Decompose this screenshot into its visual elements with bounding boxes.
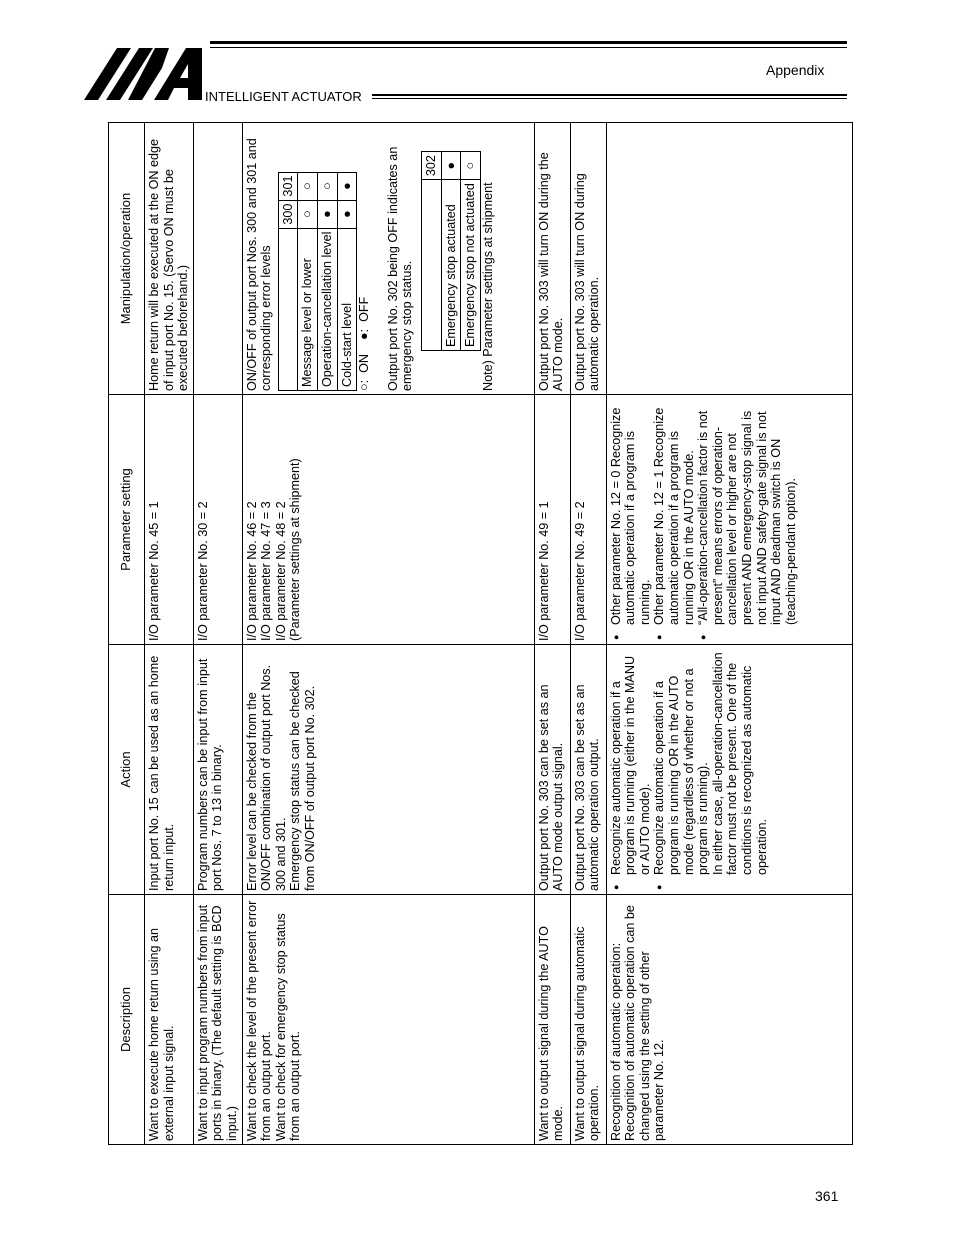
header-top-rule-1 <box>210 41 847 44</box>
level-table-header <box>278 228 298 390</box>
estop-table <box>421 151 481 351</box>
cell-description <box>242 895 534 1145</box>
level-state: ● <box>337 200 357 228</box>
cell-action <box>242 645 534 895</box>
cell-parameter: I/O parameter No. 30 = 2 <box>193 395 242 645</box>
cell-manipulation: Home return will be executed at the ON edge of input port No. 15. (Servo ON must be executed beforehand.) <box>145 123 194 395</box>
parameter-bullet-list <box>609 398 799 641</box>
page-number: 361 <box>815 1188 839 1204</box>
column-header-action: Action <box>109 645 145 895</box>
header-bottom-rule-1 <box>372 94 847 96</box>
parameter-bullet: ● “All-operation-cancellation factor is not present” means errors of operation-cancellation level or higher are not present AND emergency-stop signal is not input AND safety-gate signal is not input AND deadman switch is ON (teaching-pendant option). <box>696 398 798 625</box>
cell-action: Program numbers can be input from input port Nos. 7 to 13 in binary. <box>193 645 242 895</box>
appendix-table <box>108 122 853 1145</box>
table-row <box>145 123 194 1145</box>
column-header-parameter: Parameter setting <box>109 395 145 645</box>
rotated-table-container <box>108 123 850 1145</box>
cell-manipulation <box>606 123 852 395</box>
company-name: INTELLIGENT ACTUATOR <box>205 89 362 104</box>
level-table-header: 300 <box>278 200 298 228</box>
cell-manipulation: Output port No. 303 will turn ON during automatic operation. <box>570 123 606 395</box>
level-state: ● <box>317 200 337 228</box>
parameter-line: I/O parameter No. 47 = 3 <box>259 501 274 641</box>
level-state: ○ <box>317 172 337 200</box>
level-state: ● <box>337 172 357 200</box>
level-name: Message level or lower <box>298 228 318 390</box>
parameter-line: I/O parameter No. 46 = 2 <box>244 501 259 641</box>
action-tail: In either case, all-operation-cancellation factor must not be present. One of the conditions is recognized as automatic operation. <box>710 652 769 875</box>
cell-description: Recognition of automatic operation: Recognition of automatic operation can be changed using the setting of other parameter No. 12. <box>606 895 852 1145</box>
action-line: Emergency stop status can be checked from ON/OFF of output port No. 302. <box>288 671 317 891</box>
cell-parameter <box>606 395 852 645</box>
cell-parameter: I/O parameter No. 49 = 2 <box>570 395 606 645</box>
level-state: ○ <box>298 200 318 228</box>
estop-state: ● <box>441 152 461 180</box>
cell-action: Output port No. 303 can be set as an AUTO mode output signal. <box>534 645 570 895</box>
header-top-rule-2 <box>210 47 847 48</box>
cell-parameter <box>242 395 534 645</box>
estop-state: ○ <box>461 152 481 180</box>
table-row <box>606 123 852 1145</box>
cell-description: Want to input program numbers from input ports in binary. (The default setting is BCD input.) <box>193 895 242 1145</box>
cell-manipulation <box>193 123 242 395</box>
table-row <box>242 123 534 1145</box>
column-header-manipulation: Manipulation/operation <box>109 123 145 395</box>
parameter-bullet: ● Other parameter No. 12 = 1 Recognize automatic operation if a program is running OR in the AUTO mode. <box>652 398 696 625</box>
level-table-header: 301 <box>278 172 298 200</box>
estop-intro: Output port No. 302 being OFF indicates an emergency stop status. <box>385 146 415 391</box>
parameter-line: (Parameter settings at shipment) <box>288 458 303 641</box>
iai-logo-icon <box>84 48 202 100</box>
level-state: ○ <box>298 172 318 200</box>
header-bottom-rule-2 <box>372 98 847 99</box>
action-bullet: ● Recognize automatic operation if a program is running OR in the AUTO mode (regardless of whether or not a program is running). <box>652 648 710 875</box>
table-row <box>193 123 242 1145</box>
state-legend: ○: ON ●: OFF <box>357 296 372 391</box>
description-line: Want to check the level of the present error from an output port. <box>244 900 274 1141</box>
shipment-note: Note) Parameter settings at shipment <box>480 182 495 391</box>
estop-table-header: 302 <box>421 152 441 180</box>
estop-table-header <box>421 180 441 351</box>
cell-action: Output port No. 303 can be set as an automatic operation output. <box>570 645 606 895</box>
cell-parameter: I/O parameter No. 49 = 1 <box>534 395 570 645</box>
parameter-line: I/O parameter No. 48 = 2 <box>273 501 288 641</box>
cell-description: Want to execute home return using an external input signal. <box>145 895 194 1145</box>
action-bullet-list <box>609 648 711 891</box>
estop-name: Emergency stop not actuated <box>461 180 481 351</box>
table-row <box>534 123 570 1145</box>
level-name: Cold-start level <box>337 228 357 390</box>
description-line: Want to check for emergency stop status from an output port. <box>273 913 303 1141</box>
action-bullet: ● Recognize automatic operation if a program is running (either in the MANU or AUTO mode). <box>609 648 653 875</box>
cell-action: Input port No. 15 can be used as an home return input. <box>145 645 194 895</box>
error-level-intro: ON/OFF of output port Nos. 300 and 301 and corresponding error levels <box>244 138 274 391</box>
section-title: Appendix <box>766 62 825 78</box>
cell-manipulation: Output port No. 303 will turn ON during the AUTO mode. <box>534 123 570 395</box>
column-header-description: Description <box>109 895 145 1145</box>
level-name: Operation-cancellation level <box>317 228 337 390</box>
cell-action <box>606 645 852 895</box>
parameter-bullet: ● Other parameter No. 12 = 0 Recognize automatic operation if a program is running. <box>609 398 653 625</box>
estop-name: Emergency stop actuated <box>441 180 461 351</box>
cell-description: Want to output signal during the AUTO mode. <box>534 895 570 1145</box>
error-level-table <box>278 172 357 391</box>
cell-manipulation <box>242 123 534 395</box>
table-row <box>570 123 606 1145</box>
cell-parameter: I/O parameter No. 45 = 1 <box>145 395 194 645</box>
action-line: Error level can be checked from the ON/OFF combination of output port Nos. 300 and 301. <box>244 664 288 891</box>
cell-description: Want to output signal during automatic operation. <box>570 895 606 1145</box>
